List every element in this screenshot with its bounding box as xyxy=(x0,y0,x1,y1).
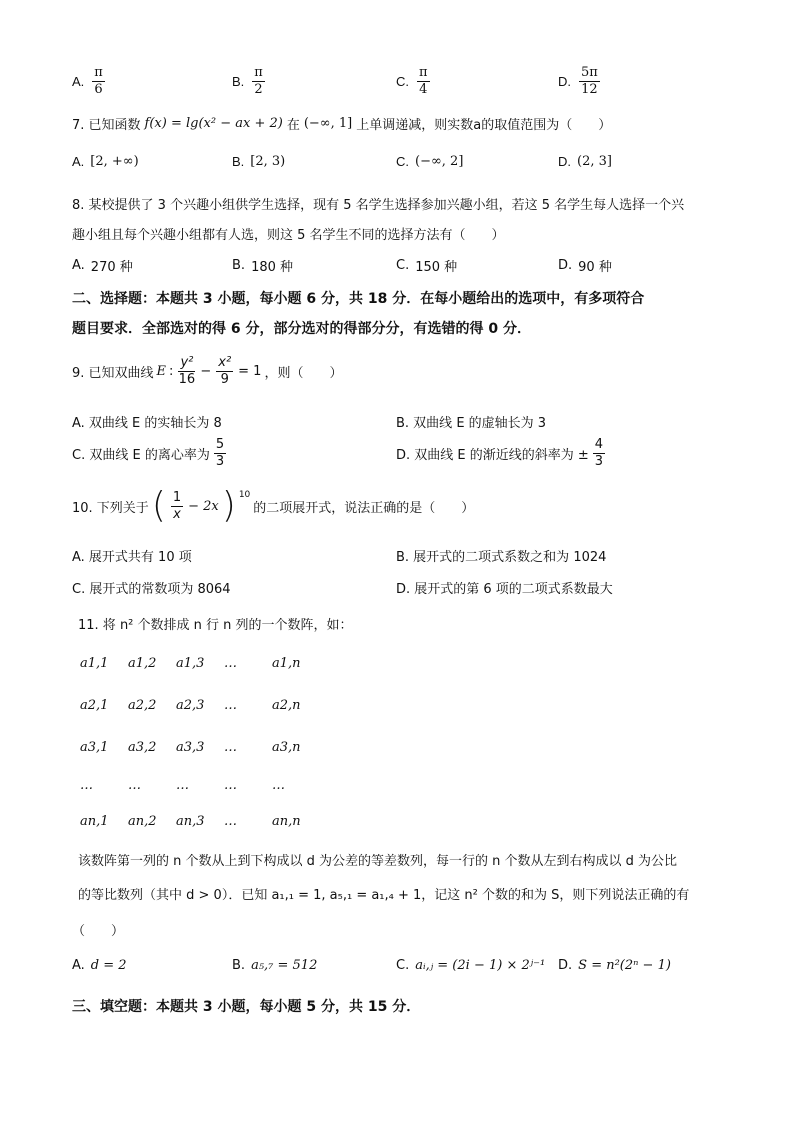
fraction xyxy=(593,438,605,468)
numerator: π xyxy=(254,65,263,80)
option-label: D. xyxy=(558,73,571,89)
q10-fraction xyxy=(171,491,183,521)
option-value: aᵢ,ⱼ = (2i − 1) × 2ʲ⁻¹ xyxy=(415,958,546,973)
denominator: 2 xyxy=(254,81,263,97)
option-value: S = n²(2ⁿ − 1) xyxy=(578,958,671,973)
q11-option-c[interactable] xyxy=(396,958,545,973)
option-label: C. xyxy=(396,958,410,973)
q7-option-b[interactable] xyxy=(232,154,285,169)
q7-prefix: 7. 已知函数 xyxy=(72,118,141,133)
matrix-cell: an,n xyxy=(272,814,301,829)
right-paren: ) xyxy=(221,485,236,526)
option-value: 270 种 xyxy=(90,260,133,275)
option-label: D. xyxy=(558,258,573,273)
q10-option-d[interactable]: D. 展开式的第 6 项的二项式系数最大 xyxy=(396,582,613,597)
q10-prefix: 10. 下列关于 xyxy=(72,500,149,516)
matrix-cell: a1,3 xyxy=(176,656,205,671)
numerator: y² xyxy=(180,355,194,370)
option-value: 150 种 xyxy=(415,260,458,275)
option-label: C. xyxy=(396,73,409,89)
option-value: (2, 3] xyxy=(577,154,612,169)
section2-heading-line2: 题目要求．全部选对的得 6 分，部分选对的得部分分，有选错的得 0 分． xyxy=(72,321,531,337)
matrix-cell: a2,2 xyxy=(128,698,157,713)
q11-matrix-row-5 xyxy=(80,814,320,829)
q7-mid: 在 xyxy=(286,118,300,133)
denominator: 3 xyxy=(215,453,225,469)
option-value: [2, 3) xyxy=(250,154,286,169)
numerator: 5 xyxy=(215,437,225,452)
q11-option-a[interactable] xyxy=(72,958,127,973)
matrix-cell: … xyxy=(224,814,237,829)
q11-stem-line1: 该数阵第一列的 n 个数从上到下构成以 d 为公差的等差数列，每一行的 n 个数从左到右构成以 d 为公比 xyxy=(78,854,678,869)
q8-option-a[interactable] xyxy=(72,256,133,275)
q8-option-c[interactable] xyxy=(396,256,457,275)
q11-option-b[interactable] xyxy=(232,958,317,973)
denominator: 16 xyxy=(178,371,196,387)
q10-stem xyxy=(72,485,475,526)
q9-option-c[interactable] xyxy=(72,438,228,468)
q11-matrix-row-4 xyxy=(80,778,320,793)
q7-function: f(x) = lg(x² − ax + 2) xyxy=(144,116,283,131)
q11-matrix-row-2 xyxy=(80,698,320,713)
matrix-cell: a3,n xyxy=(272,740,301,755)
fraction xyxy=(92,66,105,96)
q9-colon: : xyxy=(169,363,174,379)
option-value: d = 2 xyxy=(90,958,127,973)
option-label: D. xyxy=(558,958,573,973)
q9-minus: − xyxy=(200,363,212,379)
q9-option-a[interactable]: A. 双曲线 E 的实轴长为 8 xyxy=(72,416,222,431)
matrix-cell: … xyxy=(224,778,237,793)
option-value: a₅,₇ = 512 xyxy=(251,958,318,973)
option-label: B. xyxy=(232,73,245,89)
matrix-cell: an,2 xyxy=(128,814,157,829)
q9-equals: = 1 xyxy=(238,363,262,379)
matrix-cell: a3,3 xyxy=(176,740,205,755)
q10-option-b[interactable]: B. 展开式的二项式系数之和为 1024 xyxy=(396,550,607,565)
matrix-cell: a1,2 xyxy=(128,656,157,671)
matrix-cell: a3,2 xyxy=(128,740,157,755)
fraction xyxy=(214,438,226,468)
q8-stem-line2: 趣小组且每个兴趣小组都有人选，则这 5 名学生不同的选择方法有（ ） xyxy=(72,228,505,243)
numerator: x² xyxy=(218,355,232,370)
option-value: 90 种 xyxy=(578,260,612,275)
option-label: C. xyxy=(396,258,410,273)
q10-inner-term: − 2x xyxy=(188,498,219,514)
q7-interval: (−∞, 1] xyxy=(303,116,353,131)
q6-option-b[interactable] xyxy=(232,66,267,96)
matrix-cell: … xyxy=(272,778,285,793)
option-label: A. xyxy=(72,258,85,273)
q7-option-a[interactable] xyxy=(72,154,139,169)
matrix-cell: an,3 xyxy=(176,814,205,829)
q6-option-c[interactable] xyxy=(396,66,432,96)
q9-fraction-y xyxy=(178,356,195,386)
numerator: 1 xyxy=(172,489,182,505)
option-text: C. 双曲线 E 的离心率为 xyxy=(72,447,210,463)
q11-intro: 11. 将 n² 个数排成 n 行 n 列的一个数阵，如： xyxy=(78,618,353,633)
option-label: C. xyxy=(396,154,409,169)
matrix-cell: a2,n xyxy=(272,698,301,713)
matrix-cell: an,1 xyxy=(80,814,109,829)
q9-option-b[interactable]: B. 双曲线 E 的虚轴长为 3 xyxy=(396,416,547,431)
matrix-cell: … xyxy=(80,778,93,793)
fraction xyxy=(417,66,430,96)
option-label: A. xyxy=(72,154,85,169)
numerator: π xyxy=(419,65,428,80)
q10-suffix: 的二项展开式，说法正确的是（ ） xyxy=(253,500,475,516)
denominator: 4 xyxy=(419,81,428,97)
matrix-cell: … xyxy=(224,740,237,755)
denominator: x xyxy=(173,506,181,522)
fraction xyxy=(579,66,600,96)
q9-stem xyxy=(72,356,342,386)
numerator: 4 xyxy=(594,437,604,452)
numerator: 5π xyxy=(581,65,598,80)
denominator: 6 xyxy=(94,81,103,97)
matrix-cell: a2,3 xyxy=(176,698,205,713)
q6-option-d[interactable] xyxy=(558,66,602,96)
q8-option-b[interactable] xyxy=(232,256,293,275)
matrix-cell: … xyxy=(128,778,141,793)
fraction xyxy=(252,66,265,96)
q8-stem-line1: 8. 某校提供了 3 个兴趣小组供学生选择，现有 5 名学生选择参加兴趣小组，若这 5 名学生每人选择一个兴 xyxy=(72,198,685,213)
q9-fraction-x xyxy=(216,356,233,386)
matrix-cell: … xyxy=(224,698,237,713)
q10-exponent: 10 xyxy=(238,490,251,500)
q10-option-c[interactable]: C. 展开式的常数项为 8064 xyxy=(72,582,231,597)
left-paren: ( xyxy=(151,485,166,526)
option-value: 180 种 xyxy=(251,260,294,275)
q11-stem-line3: （ ） xyxy=(72,924,125,939)
matrix-cell: a1,1 xyxy=(80,656,109,671)
denominator: 3 xyxy=(594,453,604,469)
denominator: 12 xyxy=(581,81,598,97)
option-label: A. xyxy=(72,958,85,973)
denominator: 9 xyxy=(220,371,229,387)
option-label: B. xyxy=(232,154,245,169)
q11-matrix-row-1 xyxy=(80,656,320,671)
q7-stem xyxy=(72,114,611,133)
q6-option-a[interactable] xyxy=(72,66,107,96)
numerator: π xyxy=(94,65,103,80)
section3-heading: 三、填空题：本题共 3 小题，每小题 5 分，共 15 分． xyxy=(72,999,421,1015)
option-label: B. xyxy=(232,958,246,973)
option-label: D. xyxy=(558,154,571,169)
q9-option-d[interactable] xyxy=(396,438,607,468)
option-text: D. 双曲线 E 的渐近线的斜率为 ± xyxy=(396,447,589,463)
q9-prefix: 9. 已知双曲线 xyxy=(72,365,154,381)
option-value: [2, +∞) xyxy=(90,154,139,169)
q11-option-d[interactable] xyxy=(558,958,671,973)
q8-option-d[interactable] xyxy=(558,256,612,275)
matrix-cell: a3,1 xyxy=(80,740,109,755)
q7-suffix: 上单调递减，则实数a的取值范围为（ ） xyxy=(356,118,612,133)
section2-heading-line1: 二、选择题：本题共 3 小题，每小题 6 分，共 18 分．在每小题给出的选项中，有多项符合 xyxy=(72,291,645,307)
option-label: B. xyxy=(232,258,246,273)
q9-suffix: ，则（ ） xyxy=(264,365,343,381)
matrix-cell: a2,1 xyxy=(80,698,109,713)
option-value: (−∞, 2] xyxy=(415,154,464,169)
q9-curve-name: E xyxy=(156,363,167,379)
q11-stem-line2: 的等比数列（其中 d > 0）．已知 a₁,₁ = 1, a₅,₁ = a₁,₄ + 1，记这 n² 个数的和为 S，则下列说法正确的有 xyxy=(78,888,690,903)
matrix-cell: … xyxy=(224,656,237,671)
q7-option-d[interactable] xyxy=(558,154,612,169)
q11-matrix-row-3 xyxy=(80,740,320,755)
q7-option-c[interactable] xyxy=(396,154,463,169)
matrix-cell: a1,n xyxy=(272,656,301,671)
matrix-cell: … xyxy=(176,778,189,793)
q10-option-a[interactable]: A. 展开式共有 10 项 xyxy=(72,550,192,565)
option-label: A. xyxy=(72,73,85,89)
